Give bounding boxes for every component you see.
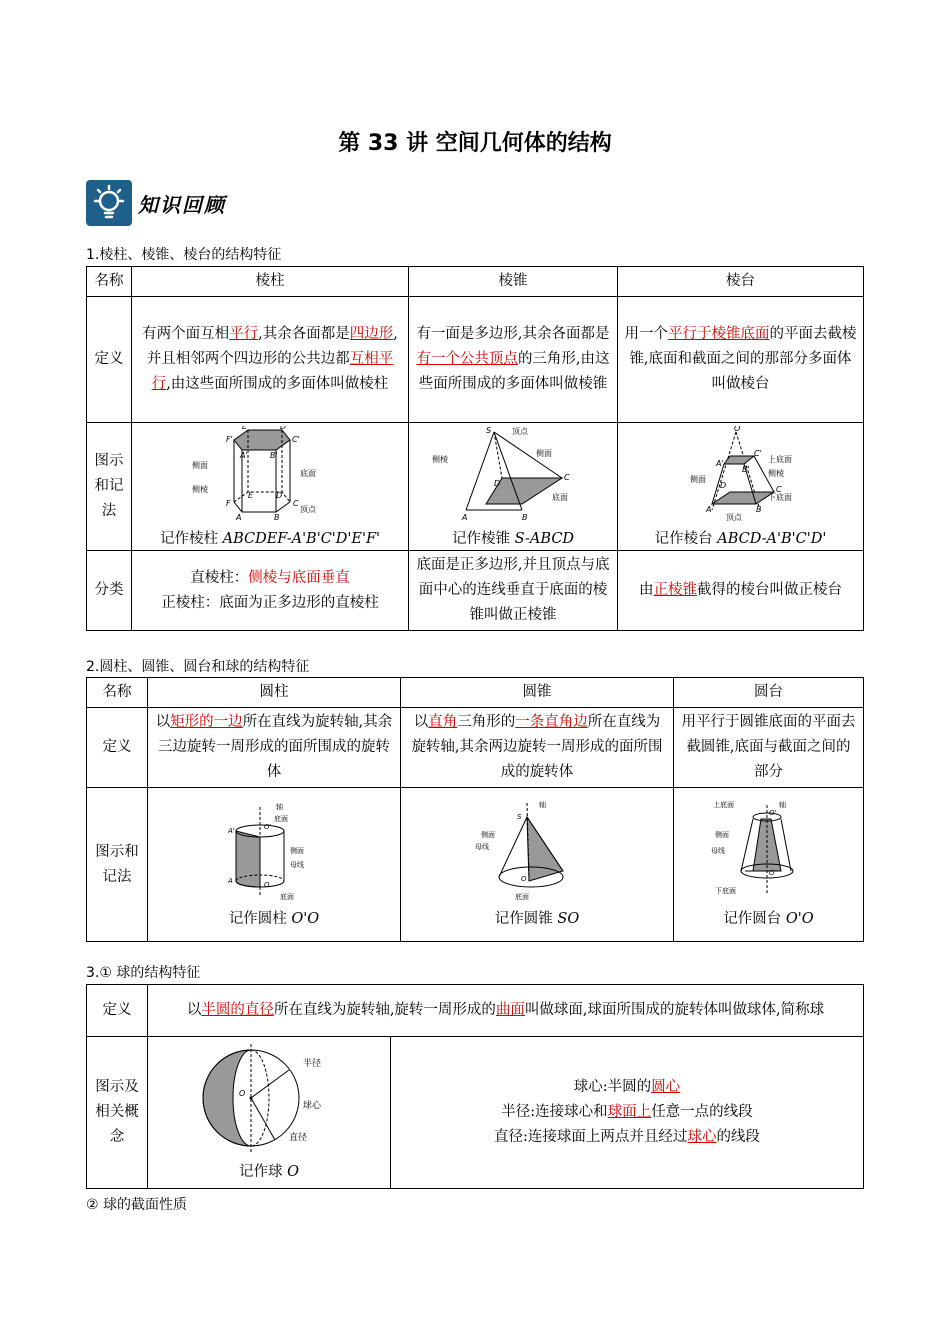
svg-text:B': B': [270, 450, 278, 460]
pyramid-fig: S D C A B 顶点 侧棱 侧面 底面 记作棱锥 S-ABCD: [409, 423, 618, 551]
section1-heading: 1.棱柱、棱锥、棱台的结构特征: [86, 247, 282, 263]
polyhedra-table: [86, 266, 864, 631]
svg-text:顶点: 顶点: [725, 512, 742, 521]
sphere-concepts: 球心:半圆的圆心 半径:连接球心和球面上任意一点的线段 直径:连接球面上两点并且经过球心的线段: [391, 1037, 864, 1189]
cone-def: 以直角三角形的一条直角边所在直线为旋转轴,其余两边旋转一周形成的面所围成的旋转体: [401, 708, 674, 788]
header-cylinder: 圆柱: [148, 678, 401, 708]
row-label-def: 定义: [87, 297, 132, 423]
prism-def: 有两个面互相平行,其余各面都是四边形,并且相邻两个四边形的公共边都互相平行,由这些面所围成的多面体叫做棱柱: [132, 297, 409, 423]
svg-text:A': A': [240, 450, 248, 460]
lightbulb-icon: [86, 180, 132, 226]
svg-text:下底面: 下底面: [714, 887, 736, 895]
section3-heading: 3.① 球的结构特征: [86, 965, 201, 981]
svg-text:A: A: [705, 504, 711, 514]
header-name: 名称: [87, 267, 132, 297]
svg-text:母线: 母线: [710, 847, 725, 855]
row-label-fig: 图示和记法: [87, 788, 148, 942]
svg-text:C: C: [775, 484, 782, 494]
svg-text:侧棱: 侧棱: [767, 468, 784, 478]
sphere-figure: [199, 1044, 339, 1154]
svg-text:侧面: 侧面: [192, 460, 208, 470]
svg-text:轴: 轴: [539, 801, 546, 809]
header-frustum: 棱台: [618, 267, 864, 297]
svg-text:C': C': [292, 434, 300, 444]
section3-heading2: ② 球的截面性质: [86, 1197, 188, 1213]
cylinder-def: 以矩形的一边所在直线为旋转轴,其余三边旋转一周形成的面所围成的旋转体: [148, 708, 401, 788]
svg-text:O: O: [239, 1089, 246, 1098]
svg-text:半径: 半径: [303, 1059, 322, 1069]
svg-text:E': E': [242, 425, 250, 431]
svg-text:O: O: [521, 875, 527, 883]
header-frustum-cone: 圆台: [674, 678, 864, 708]
svg-text:底面: 底面: [274, 815, 288, 823]
svg-text:侧面: 侧面: [714, 831, 729, 839]
svg-text:O': O': [768, 809, 776, 817]
frustum-figure: [656, 426, 826, 521]
prism-figure: [190, 426, 350, 521]
row-label-fig: 图示及相关概念: [87, 1037, 148, 1189]
svg-text:母线: 母线: [475, 843, 489, 851]
svg-text:球心: 球心: [303, 1101, 322, 1111]
prism-fig: F' E' D' C' A' B' F E D C A B 侧面 侧棱 底面 顶点 记作棱柱 ABCDEF-A'B'C'D'E'F': [132, 423, 409, 551]
svg-text:上底面: 上底面: [712, 801, 734, 809]
svg-text:底面: 底面: [515, 893, 529, 901]
svg-text:S: S: [486, 425, 492, 435]
svg-text:底面: 底面: [280, 893, 294, 901]
section-banner: [86, 178, 226, 228]
header-name: 名称: [87, 678, 148, 708]
sphere-table: [86, 984, 864, 1189]
svg-text:D': D': [280, 425, 289, 431]
svg-text:D: D: [276, 490, 283, 500]
section2-heading: 2.圆柱、圆锥、圆台和球的结构特征: [86, 659, 310, 675]
svg-text:B: B: [522, 512, 528, 521]
sphere-fig: O 半径 球心 直径 记作球 O: [148, 1037, 391, 1189]
sphere-def: 以半圆的直径所在直线为旋转轴,旋转一周形成的曲面叫做球面,球面所围成的旋转体叫做球体,简称球: [148, 985, 864, 1037]
svg-text:直径: 直径: [289, 1133, 308, 1143]
svg-text:A: A: [462, 512, 468, 521]
svg-text:O': O': [264, 823, 272, 831]
svg-text:母线: 母线: [290, 861, 304, 869]
rotation-bodies-table: [86, 677, 864, 942]
cone-figure: [467, 801, 607, 901]
frustum-def: 用一个平行于棱锥底面的平面去截棱锥,底面和截面之间的那部分多面体叫做棱台: [618, 297, 864, 423]
pyramid-cls: 底面是正多边形,并且顶点与底面中心的连线垂直于底面的棱锥叫做正棱锥: [409, 551, 618, 631]
svg-text:侧面: 侧面: [481, 831, 495, 839]
svg-text:侧棱: 侧棱: [192, 484, 208, 494]
header-cone: 圆锥: [401, 678, 674, 708]
cone-fig: S O 轴 侧面 母线 底面 记作圆锥 SO: [401, 788, 674, 942]
frustum-cone-def: 用平行于圆锥底面的平面去截圆锥,底面与截面之间的部分: [674, 708, 864, 788]
svg-text:A': A': [715, 458, 724, 468]
svg-text:底面: 底面: [552, 492, 568, 502]
pyramid-figure: [428, 426, 598, 521]
svg-text:F': F': [226, 434, 233, 444]
svg-text:C: C: [564, 472, 570, 482]
header-pyramid: 棱锥: [409, 267, 618, 297]
frustum-cone-fig: O' O 轴 上底面 侧面 母线 下底面 记作圆台 O'O: [674, 788, 864, 942]
banner-label: 知识回顾: [138, 192, 226, 217]
svg-text:轴: 轴: [778, 801, 786, 809]
svg-text:侧面: 侧面: [536, 448, 552, 458]
svg-text:顶点: 顶点: [300, 504, 316, 514]
svg-text:底面: 底面: [300, 468, 316, 478]
svg-text:A: A: [228, 877, 233, 885]
svg-text:B: B: [274, 512, 280, 521]
prism-cls: 直棱柱：侧棱与底面垂直 正棱柱：底面为正多边形的直棱柱: [132, 551, 409, 631]
svg-text:C': C': [753, 448, 762, 458]
page-title: 第 33 讲 空间几何体的结构: [338, 131, 612, 156]
svg-text:侧面: 侧面: [689, 474, 706, 484]
svg-text:A': A': [228, 827, 235, 835]
svg-text:侧棱: 侧棱: [432, 454, 448, 464]
frustum-cone-figure: [709, 801, 829, 901]
svg-text:A: A: [236, 512, 242, 521]
pyramid-def: 有一面是多边形,其余各面都是有一个公共顶点的三角形,由这些面所围成的多面体叫做棱锥: [409, 297, 618, 423]
svg-text:B': B': [741, 464, 750, 474]
svg-text:侧面: 侧面: [290, 847, 304, 855]
svg-text:顶点: 顶点: [512, 426, 528, 436]
frustum-cls: 由正棱锥截得的棱台叫做正棱台: [618, 551, 864, 631]
svg-text:S: S: [517, 813, 522, 821]
svg-text:轴: 轴: [276, 803, 283, 811]
cylinder-figure: [214, 801, 334, 901]
svg-text:D: D: [719, 480, 726, 490]
svg-text:E: E: [248, 490, 254, 500]
header-prism: 棱柱: [132, 267, 409, 297]
cylinder-fig: A' O' A O 轴 底面 侧面 母线 底面 记作圆柱 O'O: [148, 788, 401, 942]
row-label-fig: 图示和记法: [87, 423, 132, 551]
svg-text:O: O: [768, 869, 775, 877]
frustum-fig: O A' B' C' D C A B 上底面 侧棱 侧面 下底面 顶点 记作棱台 ABCD-A'B'C'D': [618, 423, 864, 551]
svg-text:C: C: [293, 498, 299, 508]
svg-text:O: O: [733, 425, 740, 433]
svg-text:下底面: 下底面: [767, 492, 792, 502]
svg-text:F: F: [226, 498, 231, 508]
svg-text:B: B: [755, 504, 761, 514]
row-label-cls: 分类: [87, 551, 132, 631]
svg-text:上底面: 上底面: [767, 454, 792, 464]
svg-text:D: D: [494, 478, 501, 488]
row-label-def: 定义: [87, 985, 148, 1037]
row-label-def: 定义: [87, 708, 148, 788]
svg-text:O: O: [264, 881, 270, 889]
